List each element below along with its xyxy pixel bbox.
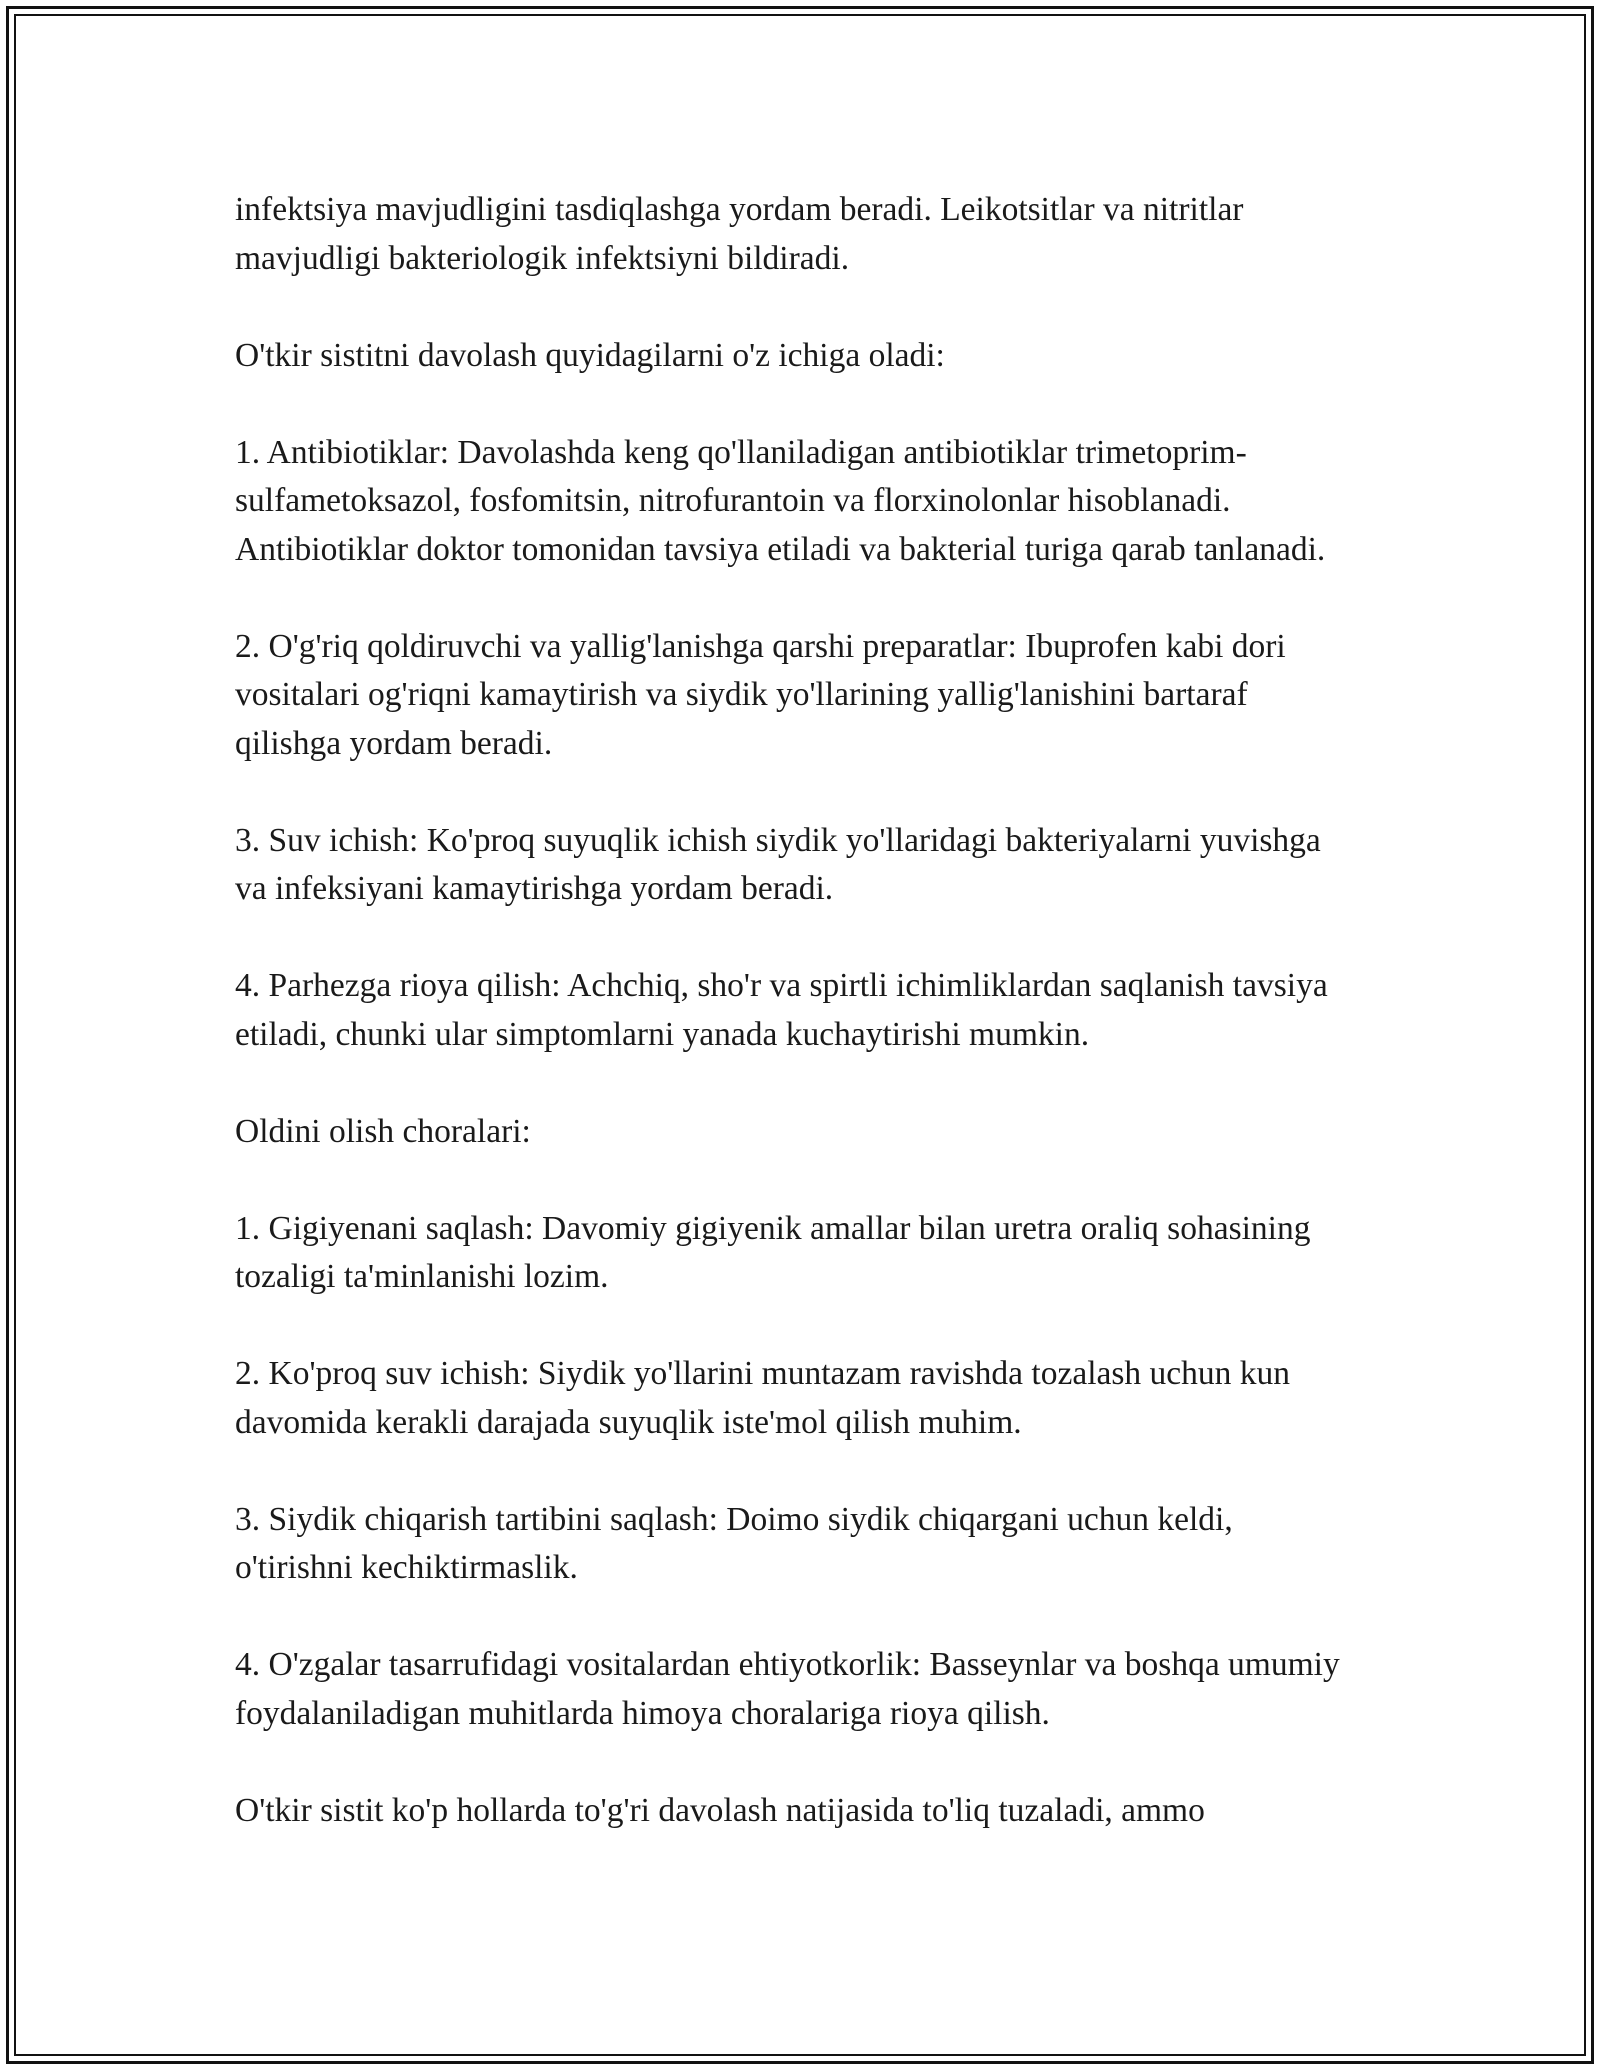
paragraph-prevention-shared-items: 4. O'zgalar tasarrufidagi vositalardan ehtiyotkorlik: Basseynlar va boshqa umumiy foydalaniladigan muhitlarda himoya choralariga rioya qilish. <box>235 1646 1340 1732</box>
document-body <box>235 186 1355 1835</box>
paragraph-prevention-heading: Oldini olish choralari: <box>235 1112 531 1150</box>
paragraph-prevention-hygiene: 1. Gigiyenani saqlash: Davomiy gigiyenik amallar bilan uretra oraliq sohasining tozaligi ta'minlanishi lozim. <box>235 1209 1311 1295</box>
paragraph-treatment-diet: 4. Parhezga rioya qilish: Achchiq, sho'r va spirtli ichimliklardan saqlanish tavsiya etiladi, chunki ular simptomlarni yanada kuchaytirishi mumkin. <box>235 967 1328 1053</box>
paragraph-treatment-pain-relief: 2. O'g'riq qoldiruvchi va yallig'lanishga qarshi preparatlar: Ibuprofen kabi dori vositalari og'riqni kamaytirish va siydik yo'llarining yallig'lanishini bartaraf qilishga yordam beradi. <box>235 627 1286 762</box>
paragraph-treatment-intro: O'tkir sistitni davolash quyidagilarni o'z ichiga oladi: <box>235 336 945 374</box>
paragraph-prevention-water: 2. Ko'proq suv ichish: Siydik yo'llarini muntazam ravishda tozalash uchun kun davomida kerakli darajada suyuqlik iste'mol qilish muhim. <box>235 1355 1291 1441</box>
paragraph-conclusion: O'tkir sistit ko'p hollarda to'g'ri davolash natijasida to'liq tuzaladi, ammo <box>235 1791 1205 1829</box>
paragraph-prevention-urination: 3. Siydik chiqarish tartibini saqlash: Doimo siydik chiqargani uchun keldi, o'tirishni kechiktirmaslik. <box>235 1500 1233 1586</box>
paragraph-treatment-antibiotics: 1. Antibiotiklar: Davolashda keng qo'llaniladigan antibiotiklar trimetoprim-sulfametoksazol, fosfomitsin, nitrofurantoin va florxinolonlar hisoblanadi. Antibiotiklar doktor tomonidan tavsiya etiladi va bakterial turiga qarab tanlanadi. <box>235 433 1326 568</box>
paragraph-diagnosis-continued: infektsiya mavjudligini tasdiqlashga yordam beradi. Leikotsitlar va nitritlar mavjudligi bakteriologik infektsiyni bildiradi. <box>235 191 1244 277</box>
paragraph-treatment-hydration: 3. Suv ichish: Ko'proq suyuqlik ichish siydik yo'llaridagi bakteriyalarni yuvishga va infeksiyani kamaytirishga yordam beradi. <box>235 821 1321 907</box>
